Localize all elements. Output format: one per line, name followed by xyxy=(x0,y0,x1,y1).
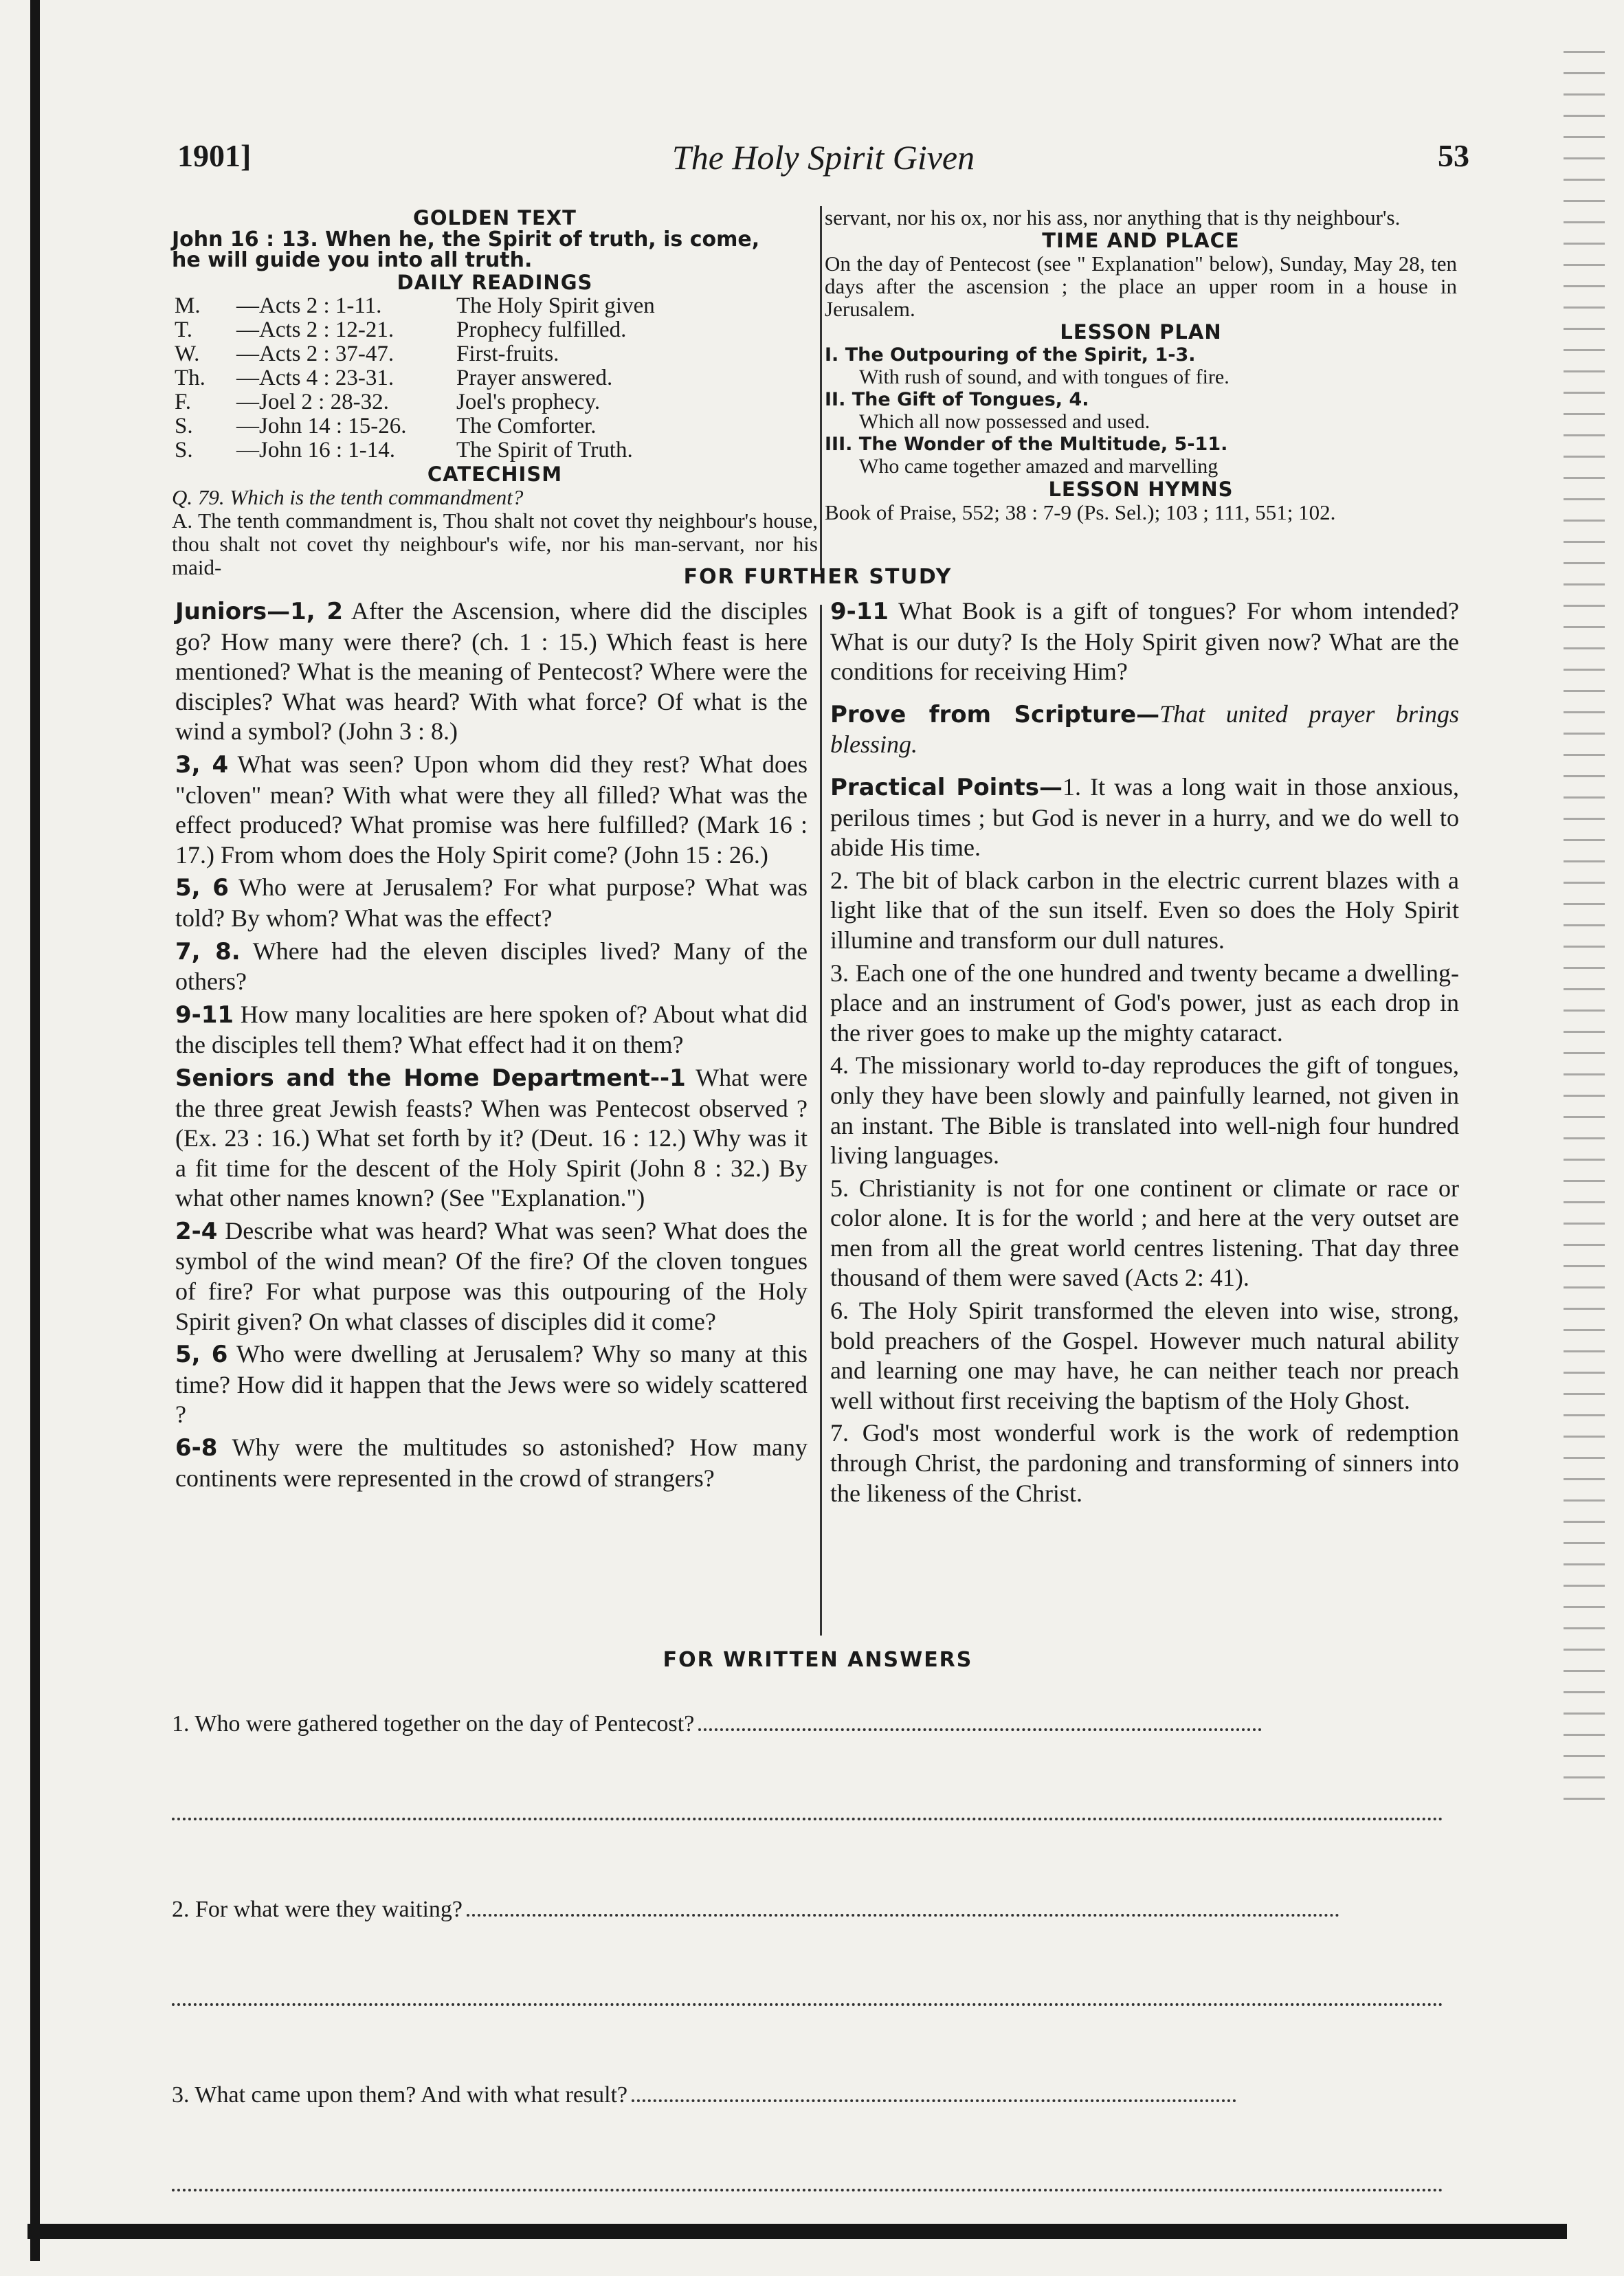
lesson-hymns-text: Book of Praise, 552; 38 : 7-9 (Ps. Sel.); 103 ; 111, 551; 102. xyxy=(825,500,1336,524)
reading-row xyxy=(175,366,818,390)
daily-readings-title: DAILY READINGS xyxy=(397,271,593,294)
reading-topic: Joel's prophecy. xyxy=(456,390,601,414)
plan-body: Which all now possessed and used. xyxy=(859,410,1150,433)
commandment-continued: servant, nor his ox, nor his ass, nor anything that is thy neighbour's. xyxy=(825,205,1401,230)
reading-day: Th. xyxy=(175,366,205,390)
practical-points xyxy=(830,772,1459,1508)
reading-row xyxy=(175,294,818,318)
reading-ref: —Acts 2 : 37-47. xyxy=(236,342,394,366)
page-edge-shadow xyxy=(30,0,40,2261)
further-study-left-column xyxy=(175,596,808,1496)
reading-row xyxy=(175,318,818,342)
study-question: Juniors—1, 2 After the Ascension, where did the disciples go? How many were there? (ch. 1 : 15.) Which feast is here mentioned? What is the meaning of Pentecost? Where were the disciples? What was heard? With what force? Of what is the wind a symbol? (John 3 : 8.) xyxy=(175,597,808,746)
reading-ref: —Acts 4 : 23-31. xyxy=(236,366,394,390)
answer-question-1: 1. Who were gathered together on the day of Pentecost? xyxy=(172,1711,1464,1737)
reading-topic: First-fruits. xyxy=(456,342,559,366)
plan-heading: III. The Wonder of the Multitude, 5-11. xyxy=(825,434,1228,455)
reading-topic: Prayer answered. xyxy=(456,366,613,390)
reading-row xyxy=(175,390,818,414)
study-question: Seniors and the Home Department--1 What were the three great Jewish feasts? When was Pentecost observed ? (Ex. 23 : 16.) What set forth by it? (Deut. 16 : 12.) Why was it a fit time for the descent of the Holy Spirit (John 8 : 32.) By what other names known? (See "Explanation.") xyxy=(175,1063,808,1212)
study-question: 5, 6 Who were at Jerusalem? For what purpose? What was told? By whom? What was the effect? xyxy=(175,873,808,932)
reading-row xyxy=(175,342,818,366)
study-question: 9-11 How many localities are here spoken of? About what did the disciples tell them? What effect had it on them? xyxy=(175,1000,808,1059)
answer-blank-line-1[interactable] xyxy=(172,1800,1464,1827)
page-edge-specks xyxy=(1564,41,1605,1800)
golden-text-line1: John 16 : 13. When he, the Spirit of truth, is come, xyxy=(172,227,760,252)
golden-text-title: GOLDEN TEXT xyxy=(413,206,577,230)
further-study-right-column xyxy=(830,596,1459,1511)
lesson-info-right xyxy=(825,206,1457,564)
reading-topic: The Spirit of Truth. xyxy=(456,438,633,462)
lesson-plan-title: LESSON PLAN xyxy=(1060,320,1222,344)
reading-day: F. xyxy=(175,390,191,414)
plan-body: Who came together amazed and marvelling xyxy=(859,455,1219,478)
catechism-answer: A. The tenth commandment is, Thou shalt not covet thy neighbour's house, thou shalt not covet thy neighbour's wife, nor his man-servant, nor his maid- xyxy=(172,509,818,579)
lesson-plan-list xyxy=(825,344,1457,478)
header-title: The Holy Spirit Given xyxy=(671,138,975,177)
golden-text-line2: he will guide you into all truth. xyxy=(172,248,533,272)
written-answers-title: FOR WRITTEN ANSWERS xyxy=(663,1648,973,1672)
lesson-hymns-title: LESSON HYMNS xyxy=(1048,478,1234,501)
practical-point: 2. The bit of black carbon in the electric current blazes with a light like that of the sun itself. Even so does the Holy Spirit illumine and transform our dull natures. xyxy=(830,866,1459,954)
answer-blank-line-3[interactable] xyxy=(172,2172,1464,2198)
study-question: 6-8 Why were the multitudes so astonished? How many continents were represented in the crowd of strangers? xyxy=(175,1433,808,1492)
reading-ref: —John 16 : 1-14. xyxy=(236,438,395,462)
reading-ref: —Joel 2 : 28-32. xyxy=(236,390,389,414)
daily-readings-list xyxy=(172,294,818,462)
time-place-title: TIME AND PLACE xyxy=(1042,229,1240,252)
reading-day: S. xyxy=(175,414,193,438)
study-question: 3, 4 What was seen? Upon whom did they rest? What does "cloven" mean? With what were they all filled? What was the effect produced? What promise was here fulfilled? (Mark 16 : 17.) From whom does the Holy Spirit come? (John 15 : 26.) xyxy=(175,750,808,869)
reading-ref: —Acts 2 : 12-21. xyxy=(236,317,394,342)
plan-heading: I. The Outpouring of the Spirit, 1-3. xyxy=(825,344,1196,366)
catechism-question: Q. 79. Which is the tenth commandment? xyxy=(172,485,524,509)
study-question: 7, 8. Where had the eleven disciples lived? Many of the others? xyxy=(175,937,808,996)
answer-question-3: 3. What came upon them? And with what result? xyxy=(172,2082,1464,2108)
header-year: 1901] xyxy=(177,138,252,173)
reading-row xyxy=(175,438,818,462)
practical-point: 5. Christianity is not for one continent or climate or race or color alone. It is for the world ; and here at the very outset are men from all the great world centres listening. That day three thousand of them were saved (Acts 2: 41). xyxy=(830,1174,1459,1292)
reading-ref: —John 14 : 15-26. xyxy=(236,414,407,438)
practical-point: Practical Points—1. It was a long wait in those anxious, perilous times ; but God is never in a hurry, and we do well to abide His time. xyxy=(830,772,1459,862)
bottom-edge-shadow xyxy=(27,2224,1567,2239)
plan-body: With rush of sound, and with tongues of fire. xyxy=(859,366,1230,388)
reading-day: M. xyxy=(175,293,201,318)
lesson-info-left xyxy=(172,206,818,579)
practical-point: 7. God's most wonderful work is the work of redemption through Christ, the pardoning and transforming of sinners into the likeness of the Christ. xyxy=(830,1419,1459,1507)
column-divider-top xyxy=(820,206,822,570)
time-place-text: On the day of Pentecost (see " Explanation" below), Sunday, May 28, ten days after the ascension ; the place an upper room in a house in Jerusalem. xyxy=(825,252,1457,321)
answer-blank-line-2[interactable] xyxy=(172,1986,1464,2012)
reading-day: W. xyxy=(175,342,200,366)
reading-day: T. xyxy=(175,317,192,342)
further-study-title: FOR FURTHER STUDY xyxy=(683,565,953,589)
plan-heading: II. The Gift of Tongues, 4. xyxy=(825,389,1089,410)
study-question: 2-4 Describe what was heard? What was seen? What does the symbol of the wind mean? Of the fire? Of the cloven tongues of fire? For what purpose was this outpouring of the Holy Spirit given? On what classes of disciples did it come? xyxy=(175,1216,808,1335)
answer-question-2: 2. For what were they waiting? xyxy=(172,1897,1464,1923)
question-9-11: 9-11 What Book is a gift of tongues? For whom intended? What is our duty? Is the Holy Spirit given now? What are the conditions for receiving Him? xyxy=(830,597,1459,686)
practical-point: 4. The missionary world to-day reproduces the gift of tongues, only they have been slowly and painfully learned, not given in an instant. The Bible is translated into well-nigh four hundred living languages. xyxy=(830,1051,1459,1170)
reading-ref: —Acts 2 : 1-11. xyxy=(236,293,382,318)
reading-topic: The Holy Spirit given xyxy=(456,293,655,318)
reading-topic: The Comforter. xyxy=(456,414,597,438)
column-divider-bottom xyxy=(820,605,822,1636)
prove-from-scripture: Prove from Scripture—That united prayer brings blessing. xyxy=(830,700,1459,759)
reading-day: S. xyxy=(175,438,193,462)
page-number: 53 xyxy=(1438,138,1469,173)
study-question: 5, 6 Who were dwelling at Jerusalem? Why so many at this time? How did it happen that the Jews were so widely scattered ? xyxy=(175,1340,808,1429)
running-header xyxy=(177,137,1469,186)
practical-point: 3. Each one of the one hundred and twenty became a dwelling-place and an instrument of God's power, just as each drop in the river goes to make up the mighty cataract. xyxy=(830,959,1459,1047)
practical-point: 6. The Holy Spirit transformed the eleven into wise, strong, bold preachers of the Gospel. However much natural ability and learning one may have, he can neither teach nor preach well without first receiving the baptism of the Holy Ghost. xyxy=(830,1297,1459,1414)
reading-row xyxy=(175,414,818,438)
reading-topic: Prophecy fulfilled. xyxy=(456,317,627,342)
catechism-title: CATECHISM xyxy=(427,462,563,486)
